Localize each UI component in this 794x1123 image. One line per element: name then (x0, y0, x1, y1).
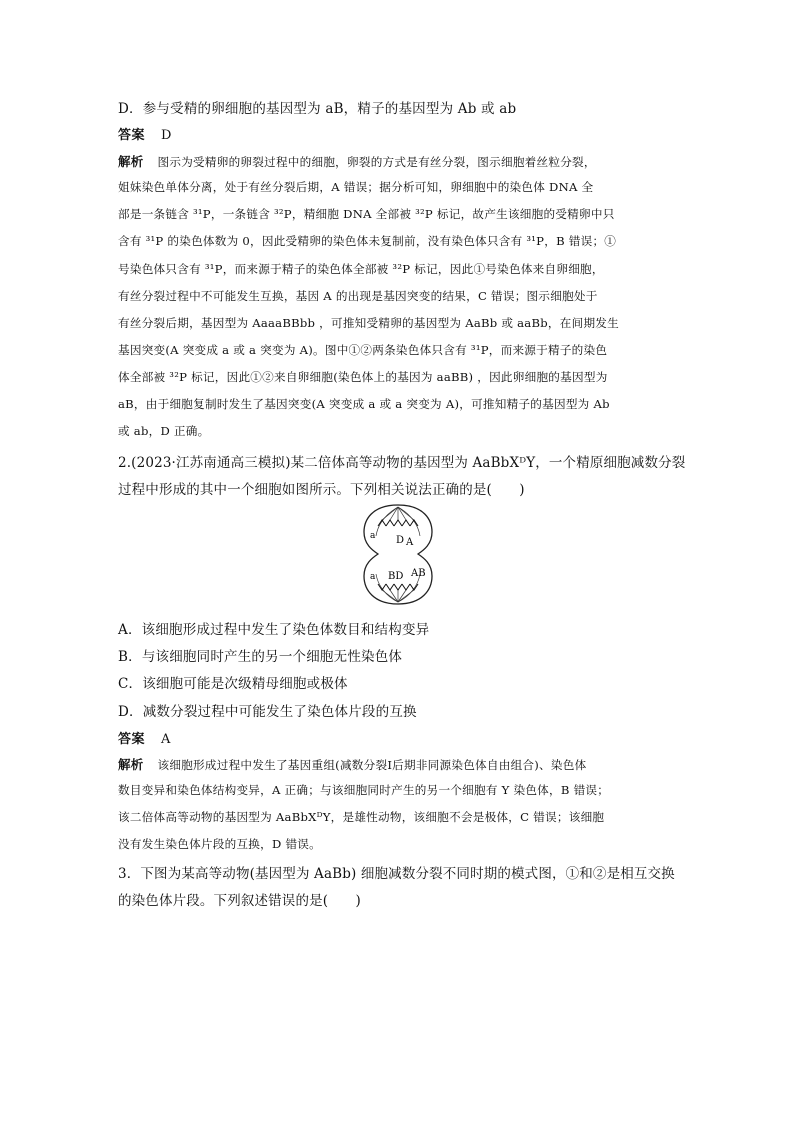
explanation-line: 体全部被 ³²P 标记，因此①②来自卵细胞(染色体上的基因为 aaBB) ，因此卵细胞的基因型为 (118, 370, 608, 384)
explanation-line: 没有发生染色体片段的互换，D 错误。 (118, 837, 321, 851)
gene-label: BD (388, 571, 404, 582)
explanation-line: 有丝分裂后期，基因型为 AaaaBBbb ，可推知受精卵的基因型为 AaBb 或 aaBb，在间期发生 (118, 316, 619, 330)
q2-option-d: D．减数分裂过程中可能发生了染色体片段的互换 (118, 704, 417, 720)
explanation-line: 或 ab，D 正确。 (118, 424, 210, 438)
explanation-label: 解析 (118, 154, 144, 169)
q2-option-b: B．与该细胞同时产生的另一个细胞无性染色体 (118, 649, 403, 665)
explanation-line: 基因突变(A 突变成 a 或 a 突变为 A)。图中①②两条染色体只含有 ³¹P，而来源于精子的染色 (118, 343, 608, 357)
q2-stem-line: 过程中形成的其中一个细胞如图所示。下列相关说法正确的是( ) (118, 482, 525, 498)
q2-option-c: C．该细胞可能是次级精母细胞或极体 (118, 676, 348, 692)
explanation-line: 号染色体只含有 ³¹P，而来源于精子的染色体全部被 ³²P 标记，因此①号染色体来自卵细胞， (118, 262, 604, 276)
q2-answer (118, 728, 171, 747)
q3-stem-line: 3．下图为某高等动物(基因型为 AaBb) 细胞减数分裂不同时期的模式图，①和②是相互交换 (118, 866, 675, 882)
gene-label: a (370, 531, 376, 541)
gene-label: AB (411, 568, 426, 579)
explanation-line: 数目变异和染色体结构变异，A 正确；与该细胞同时产生的另一个细胞有 Y 染色体，B 错误； (118, 783, 610, 797)
explanation-line: aB，由于细胞复制时发生了基因突变(A 突变成 a 或 a 突变为 A)，可推知精子的基因型为 Ab (118, 397, 610, 411)
answer-label: 答案 (118, 128, 146, 143)
explanation-line: 有丝分裂过程中不可能发生互换，基因 A 的出现是基因突变的结果，C 错误；图示细胞处于 (118, 289, 598, 303)
answer-value: A (161, 732, 171, 747)
q3-stem-line: 的染色体片段。下列叙述错误的是( ) (118, 893, 361, 909)
explanation-line (118, 152, 596, 170)
explanation-line: 含有 ³¹P 的染色体数为 0，因此受精卵的染色体未复制前，没有染色体只含有 ³¹P，B 错误；① (118, 234, 617, 248)
explanation-line: 部是一条链含 ³¹P，一条链含 ³²P，精细胞 DNA 全部被 ³²P 标记，故产生该细胞的受精卵中只 (118, 207, 615, 221)
explanation-line (118, 755, 586, 773)
q1-option-d: D．参与受精的卵细胞的基因型为 aB，精子的基因型为 Ab 或 ab (118, 101, 517, 117)
explanation-line: 姐妹染色单体分离，处于有丝分裂后期，A 错误；据分析可知，卵细胞中的染色体 DNA 全 (118, 180, 594, 194)
gene-label: a (370, 572, 376, 582)
q2-option-a: A．该细胞形成过程中发生了染色体数目和结构变异 (118, 622, 430, 638)
explanation-text: 该细胞形成过程中发生了基因重组(减数分裂Ⅰ后期非同源染色体自由组合)、染色体 (157, 758, 587, 772)
explanation-label: 解析 (118, 757, 144, 772)
gene-label: D (396, 535, 405, 546)
q1-answer (118, 124, 172, 143)
answer-value: D (161, 128, 172, 143)
answer-label: 答案 (118, 732, 146, 747)
top-chromosomes (378, 520, 418, 526)
bottom-chromosomes (378, 584, 418, 590)
cell-division-figure (362, 504, 434, 606)
q2-stem-line: 2.(2023·江苏南通高三模拟)某二倍体高等动物的基因型为 AaBbXᴰY，一个精原细胞减数分裂 (118, 455, 686, 471)
explanation-line: 该二倍体高等动物的基因型为 AaBbXᴰY，是雄性动物，该细胞不会是极体，C 错误；该细胞 (118, 810, 605, 824)
explanation-text: 图示为受精卵的卵裂过程中的细胞，卵裂的方式是有丝分裂，图示细胞着丝粒分裂， (157, 155, 596, 169)
gene-label: A (406, 537, 414, 548)
